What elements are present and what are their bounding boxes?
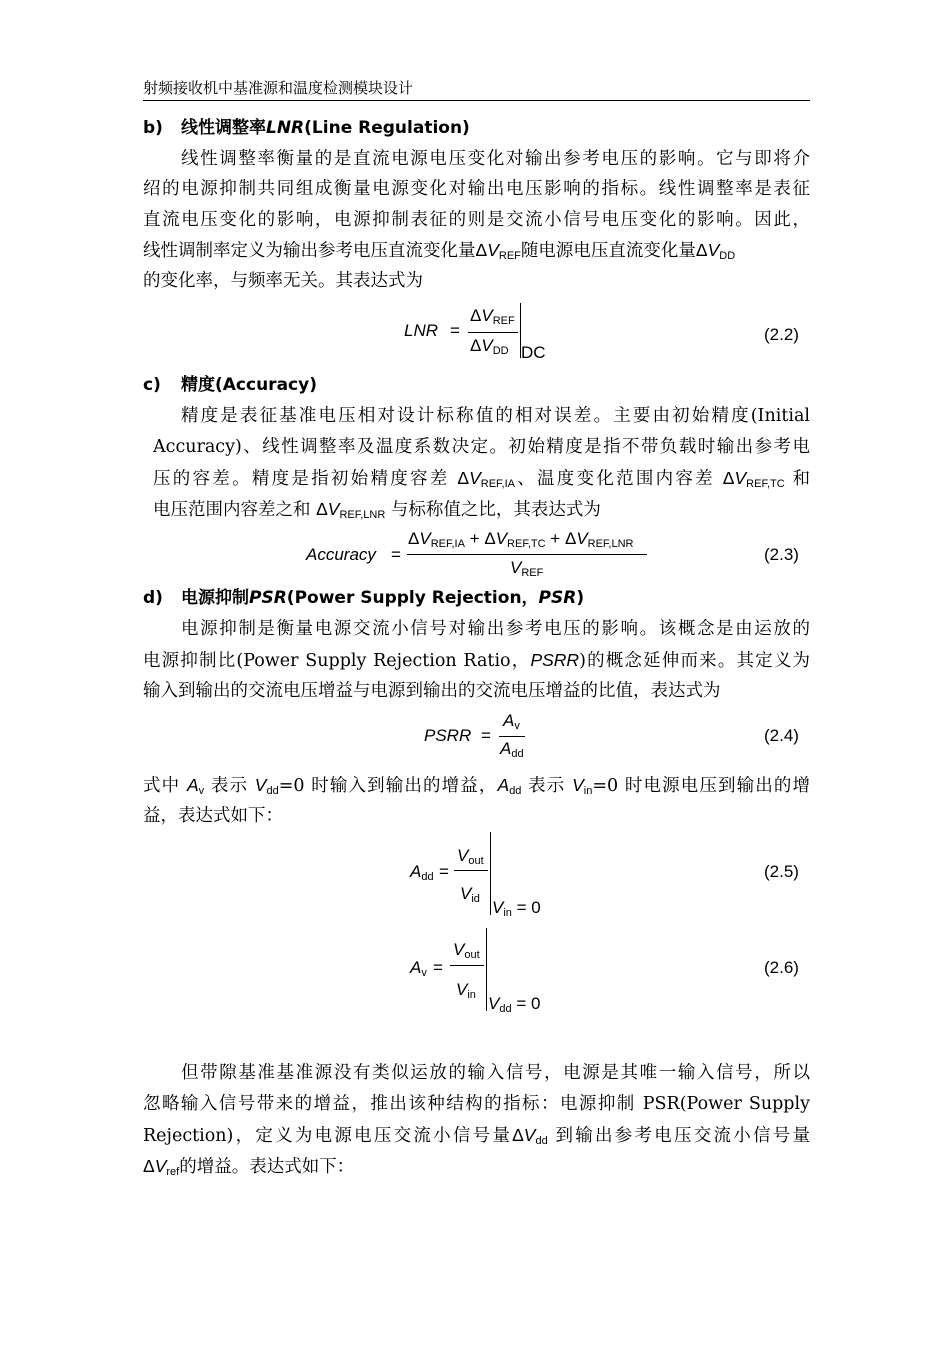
paragraph-line: Rejection)，定义为电源电压交流小信号量$\Delta V_{dd}$ 到输出参考电压交流小信号量 [143, 1125, 810, 1147]
equation-2-5: $A_{dd}$ = $V_{out}$ $V_{id}$ $V_{in} = 0$ [410, 832, 570, 920]
inline-math: $A_{dd}$ [497, 775, 522, 797]
text-run: 线性调制率定义为输出参考电压直流变化量 [143, 241, 476, 261]
equation-number: (2.3) [764, 545, 799, 564]
paragraph-line: 直流电压变化的影响，电源抑制表征的则是交流小信号电压变化的影响。因此， [143, 210, 810, 230]
paragraph-line: 精度是表征基准电压相对设计标称值的相对误差。主要由初始精度(Initial [181, 406, 810, 426]
section-d-heading: d) 电源抑制PSR(Power Supply Rejection，PSR) [143, 588, 585, 608]
paragraph-line: 电源抑制比(Power Supply Rejection Ratio，PSRR)的概念延伸而来。其定义为 [143, 650, 810, 671]
paragraph-line: 电压范围内容差之和 $\Delta V_{REF,LNR}$ 与标称值之比，其表达式为 [153, 499, 601, 521]
inline-math: $\Delta V_{REF,IA}$ [457, 468, 515, 490]
section-title-abbr: LNR [266, 118, 305, 138]
paragraph-line: 忽略输入信号带来的增益，推出该种结构的指标：电源抑制 PSR(Power Supply [143, 1094, 810, 1114]
inline-math: $\Delta V_{DD}$ [695, 240, 736, 262]
paragraph-line: 输入到输出的交流电压增益与电源到输出的交流电压增益的比值，表达式为 [143, 681, 721, 701]
paragraph-line: Accuracy)、线性调整率及温度系数决定。初始精度是指不带负载时输出参考电 [153, 437, 810, 457]
equation-2-2: LNR = $\Delta V_{REF}$ $\Delta V_{DD}$ DC [400, 303, 560, 363]
section-label: b) [143, 118, 163, 138]
paragraph-line: 压的容差。精度是指初始精度容差 $\Delta V_{REF,IA}$、温度变化范围内容差 $\Delta V_{REF,TC}$ 和 [153, 468, 810, 490]
paragraph-line: 益，表达式如下： [143, 806, 283, 826]
inline-math: $V_{dd}$ [254, 775, 279, 797]
inline-math: $V_{in}$ [572, 775, 593, 797]
paragraph-line: 但带隙基准基准源没有类似运放的输入信号，电源是其唯一输入信号，所以 [181, 1063, 810, 1083]
paragraph-line [143, 238, 810, 268]
inline-math: $\Delta V_{ref}$ [143, 1156, 180, 1178]
text-run: 随电源电压直流变化量 [520, 241, 696, 261]
paragraph-line: $\Delta V_{ref}$的增益。表达式如下： [143, 1156, 355, 1178]
paragraph-line: 绍的电源抑制共同组成衡量电源变化对输出电压影响的指标。线性调整率是表征 [143, 179, 810, 199]
header-rule [143, 100, 810, 101]
section-title-en: (Line Regulation) [304, 118, 470, 138]
inline-math: $\Delta V_{REF}$ [475, 240, 521, 262]
equation-number: (2.5) [764, 862, 799, 881]
inline-math: $\Delta V_{dd}$ [512, 1125, 548, 1147]
paragraph-line: 式中 $A_v$ 表示 $V_{dd}=0$ 时输入到输出的增益，$A_{dd}$ 表示 $V_{in}=0$ 时电源电压到输出的增 [143, 775, 810, 797]
paragraph-line: 线性调整率衡量的是直流电源电压变化对输出参考电压的影响。它与即将介 [181, 149, 810, 169]
paragraph-line: 的变化率，与频率无关。其表达式为 [143, 271, 423, 291]
inline-math: $\Delta V_{REF,LNR}$ [316, 499, 386, 521]
equation-number: (2.2) [764, 325, 799, 344]
inline-math: $\Delta V_{REF,TC}$ [722, 468, 785, 490]
equation-2-4: PSRR = $A_v$ $A_{dd}$ [424, 711, 524, 760]
section-c-heading: c) 精度(Accuracy) [143, 375, 317, 395]
running-header: 射频接收机中基准源和温度检测模块设计 [143, 79, 414, 97]
section-title-cn: 线性调整率 [181, 118, 266, 138]
equation-number: (2.6) [764, 958, 799, 977]
equation-2-3: Accuracy = $\Delta V_{REF,IA} + \Delta V_{REF,TC} + \Delta V_{REF,LNR}$ $V_{REF}$ [305, 527, 655, 585]
equation-number: (2.4) [764, 726, 799, 745]
equation-2-6: $A_v$ = $V_{out}$ $V_{in}$ $V_{dd} = 0$ [410, 928, 570, 1016]
section-b-heading [143, 117, 470, 139]
inline-math: $A_v$ [186, 775, 205, 797]
paragraph-line: 电源抑制是衡量电源交流小信号对输出参考电压的影响。该概念是由运放的 [181, 619, 810, 639]
